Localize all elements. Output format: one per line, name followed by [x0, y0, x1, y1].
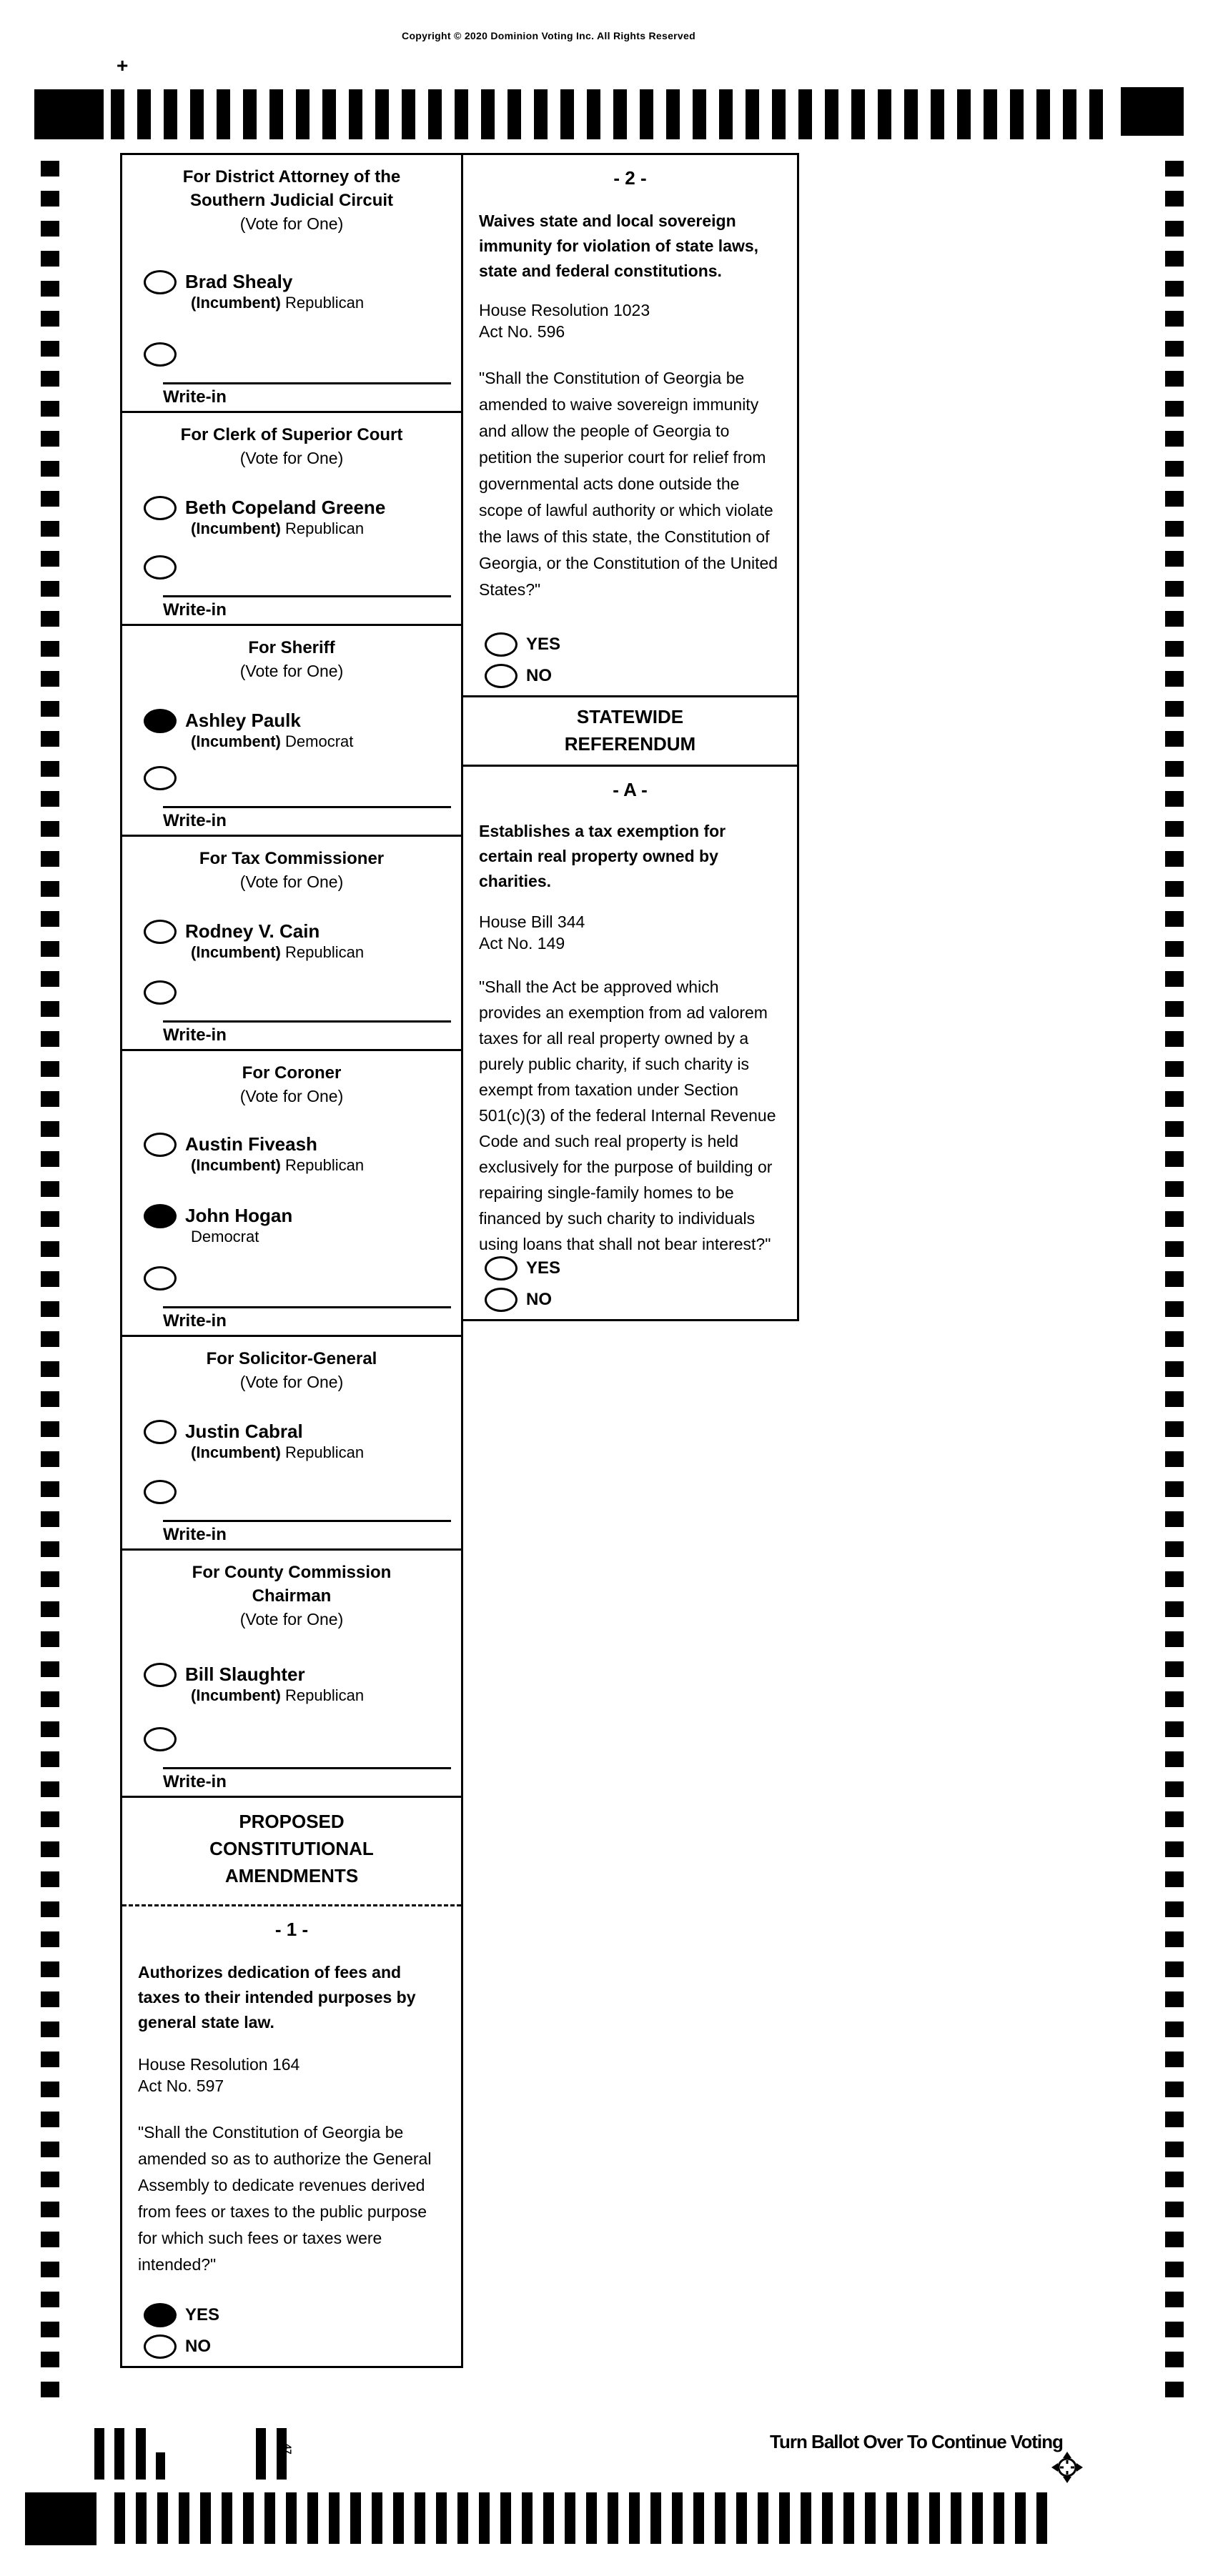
- choice-yes-row: [463, 1256, 560, 1280]
- candidate-party: [185, 293, 461, 313]
- amendments-header-line: PROPOSED: [239, 1811, 345, 1832]
- timing-mark-top-right-block: [1121, 87, 1184, 136]
- contest-clerk-superior-court: [122, 413, 461, 626]
- contest-coroner: [122, 1051, 461, 1337]
- no-label: NO: [526, 1290, 552, 1309]
- measure-summary: Authorizes dedication of fees and taxes to their intended purposes by general state law.: [138, 1963, 416, 2032]
- write-in-oval[interactable]: [144, 555, 177, 580]
- write-in-area[interactable]: [163, 1767, 451, 1793]
- candidate-name: Ashley Paulk: [185, 710, 301, 731]
- vote-oval[interactable]: [144, 270, 177, 294]
- timing-marks-left-column: [41, 161, 59, 2397]
- contest-title-line: For Coroner: [242, 1063, 342, 1083]
- party-label: Republican: [285, 943, 365, 961]
- incumbent-label: (Incumbent): [191, 732, 281, 750]
- candidate-party: [185, 519, 461, 539]
- candidate-party: [185, 1443, 461, 1463]
- yes-label: YES: [526, 635, 561, 654]
- no-oval[interactable]: [144, 2334, 177, 2359]
- referendum-header-line: REFERENDUM: [564, 733, 696, 755]
- candidate-name: Bill Slaughter: [185, 1664, 305, 1685]
- timing-marks-top-row: [111, 89, 1115, 139]
- write-in-label: Write-in: [163, 811, 227, 830]
- timing-mark-bottom-left-block: [25, 2492, 96, 2545]
- vote-oval[interactable]: [144, 920, 177, 944]
- candidate-party: [185, 943, 461, 963]
- write-in-label: Write-in: [163, 1311, 227, 1331]
- vote-oval[interactable]: [144, 1663, 177, 1687]
- contest-district-attorney: [122, 155, 461, 413]
- candidate-row: [122, 1133, 461, 1175]
- candidate-name: Justin Cabral: [185, 1421, 303, 1442]
- write-in-oval[interactable]: [144, 980, 177, 1005]
- contest-solicitor-general: [122, 1337, 461, 1551]
- contest-title: [122, 1337, 461, 1371]
- write-in-area[interactable]: [163, 806, 451, 832]
- amendments-header-text: [122, 1798, 461, 1889]
- party-label: Republican: [285, 1156, 365, 1174]
- candidate-row: [122, 920, 461, 963]
- timing-mark-top-left-block: [34, 89, 104, 139]
- candidate-row: [122, 709, 461, 752]
- contest-title: [122, 626, 461, 660]
- yes-oval[interactable]: [485, 632, 518, 657]
- candidate-name: Austin Fiveash: [185, 1133, 317, 1155]
- measure-bill: House Resolution 164: [138, 2055, 300, 2074]
- measure-amendment-1: [122, 1906, 461, 2366]
- measure-summary: Establishes a tax exemption for certain real property owned by charities.: [479, 822, 726, 890]
- party-label: Republican: [285, 294, 365, 312]
- candidate-name: John Hogan: [185, 1205, 293, 1226]
- timing-marks-bottom-row: [114, 2492, 1048, 2544]
- stub-barcode-bar: [156, 2452, 165, 2480]
- party-label: Republican: [285, 519, 365, 537]
- party-label: Republican: [285, 1686, 365, 1704]
- amendments-section-header: [122, 1798, 461, 1906]
- vote-for-instruction: (Vote for One): [239, 1610, 344, 1628]
- candidate-name: Brad Shealy: [185, 271, 293, 292]
- yes-oval[interactable]: [144, 2303, 177, 2327]
- candidate-row: [122, 270, 461, 313]
- measure-act: Act No. 597: [138, 2077, 224, 2095]
- incumbent-label: (Incumbent): [191, 1686, 281, 1704]
- contest-title-line: For County Commission: [192, 1563, 392, 1582]
- candidate-row: [122, 1204, 461, 1247]
- vote-oval[interactable]: [144, 1204, 177, 1228]
- stub-number: 47: [282, 2444, 294, 2455]
- choice-yes-row: [463, 632, 560, 657]
- copyright-text: Copyright © 2020 Dominion Voting Inc. All Rights Reserved: [402, 30, 695, 41]
- vote-oval[interactable]: [144, 709, 177, 733]
- contest-title-line: For Solicitor-General: [206, 1349, 377, 1368]
- candidate-row: [122, 1420, 461, 1463]
- choice-yes-row: [122, 2303, 219, 2327]
- candidate-name: Beth Copeland Greene: [185, 497, 386, 518]
- write-in-area[interactable]: [163, 1306, 451, 1332]
- contest-title: [122, 1551, 461, 1608]
- incumbent-label: (Incumbent): [191, 1156, 281, 1174]
- stub-barcode-bar: [94, 2428, 104, 2480]
- amendments-header-line: CONSTITUTIONAL: [209, 1838, 374, 1859]
- contest-title: [122, 155, 461, 212]
- timing-marks-right-column: [1165, 161, 1184, 2397]
- write-in-oval[interactable]: [144, 342, 177, 367]
- measure-act: Act No. 596: [479, 322, 565, 341]
- candidate-party: [185, 1227, 461, 1247]
- measure-amendment-2: [463, 155, 797, 697]
- write-in-area[interactable]: [163, 382, 451, 408]
- measure-act: Act No. 149: [479, 934, 565, 953]
- measure-bill: House Resolution 1023: [479, 301, 650, 319]
- right-ballot-column: [461, 153, 799, 1321]
- vote-for-instruction: (Vote for One): [239, 214, 344, 233]
- write-in-label: Write-in: [163, 1772, 227, 1791]
- candidate-name: Rodney V. Cain: [185, 920, 320, 942]
- contest-title-line: Chairman: [252, 1586, 332, 1606]
- contest-title-line: Southern Judicial Circuit: [189, 191, 394, 210]
- contest-title: [122, 413, 461, 447]
- choice-no-row: [463, 664, 552, 688]
- vote-for-instruction: (Vote for One): [239, 1087, 344, 1105]
- write-in-label: Write-in: [163, 1025, 227, 1045]
- stub-barcode-bar: [136, 2428, 146, 2480]
- measure-question: "Shall the Act be approved which provides an exemption from ad valorem taxes for all real property owned by a purely public charity, if such charity is exempt from taxation under Section 501(c)(3) of the federal Internal Revenue Code and such real property is held exclusively for the purpose of building or repairing single-family homes to be financed by such charity to individuals using loans that shall not bear interest?": [479, 978, 776, 1253]
- contest-title-line: For Tax Commissioner: [199, 849, 385, 868]
- measure-bill: House Bill 344: [479, 912, 585, 931]
- party-label: Democrat: [285, 732, 354, 750]
- incumbent-label: (Incumbent): [191, 943, 281, 961]
- contest-county-commission-chairman: [122, 1551, 461, 1798]
- candidate-party: [185, 1686, 461, 1706]
- choice-no-row: [463, 1288, 552, 1312]
- referendum-header-line: STATEWIDE: [576, 706, 684, 727]
- vote-for-instruction: (Vote for One): [239, 1373, 344, 1391]
- write-in-label: Write-in: [163, 387, 227, 407]
- incumbent-label: (Incumbent): [191, 519, 281, 537]
- left-ballot-column: [120, 153, 463, 2368]
- stub-barcode-bar: [256, 2428, 266, 2480]
- party-label: Republican: [285, 1443, 365, 1461]
- candidate-row: [122, 1663, 461, 1706]
- yes-oval[interactable]: [485, 1256, 518, 1280]
- measure-number: - 2 -: [613, 167, 647, 189]
- measure-question: "Shall the Constitution of Georgia be amended so as to authorize the General Assembly to dedicate revenues derived from fees or taxes to the public purpose for which such fees or taxes were intended?": [138, 2123, 432, 2274]
- write-in-label: Write-in: [163, 1525, 227, 1544]
- turn-ballot-over-text: Turn Ballot Over To Continue Voting: [770, 2431, 1063, 2452]
- no-label: NO: [526, 666, 552, 685]
- contest-title-line: For District Attorney of the: [182, 167, 401, 187]
- candidate-party: [185, 1155, 461, 1175]
- no-oval[interactable]: [485, 664, 518, 688]
- vote-oval[interactable]: [144, 1133, 177, 1157]
- registration-plus-mark: +: [117, 54, 129, 76]
- contest-tax-commissioner: [122, 837, 461, 1051]
- vote-for-instruction: (Vote for One): [239, 449, 344, 467]
- contest-title: [122, 837, 461, 870]
- vote-oval[interactable]: [144, 496, 177, 520]
- write-in-area[interactable]: [163, 595, 451, 621]
- write-in-oval[interactable]: [144, 1480, 177, 1504]
- incumbent-label: (Incumbent): [191, 1443, 281, 1461]
- stub-barcode-bar: [114, 2428, 124, 2480]
- amendments-header-line: AMENDMENTS: [224, 1865, 359, 1886]
- measure-number: - A -: [613, 779, 648, 800]
- vote-oval[interactable]: [144, 1420, 177, 1444]
- candidate-party: [185, 732, 461, 752]
- measure-summary: Waives state and local sovereign immunity for violation of state laws, state and federal constitutions.: [479, 212, 759, 280]
- write-in-oval[interactable]: [144, 1727, 177, 1751]
- measure-question: "Shall the Constitution of Georgia be amended to waive sovereign immunity and allow the people of Georgia to petition the superior court for relief from governmental acts done outside the scope of lawful authority or which violate the laws of this state, the Constitution of Georgia, or the Constitution of the United States?": [479, 369, 778, 599]
- party-label: Democrat: [191, 1228, 259, 1245]
- write-in-label: Write-in: [163, 600, 227, 620]
- candidate-row: [122, 496, 461, 539]
- referendum-section-header: [463, 697, 797, 767]
- write-in-area[interactable]: [163, 1020, 451, 1046]
- vote-for-instruction: (Vote for One): [239, 662, 344, 680]
- measure-referendum-a: [463, 767, 797, 1319]
- contest-sheriff: [122, 626, 461, 837]
- referendum-header-text: [463, 697, 797, 757]
- yes-label: YES: [185, 2305, 220, 2324]
- vote-for-instruction: (Vote for One): [239, 872, 344, 891]
- write-in-oval[interactable]: [144, 1266, 177, 1291]
- choice-no-row: [122, 2334, 211, 2359]
- contest-title: [122, 1051, 461, 1085]
- no-label: NO: [185, 2337, 211, 2356]
- contest-title-line: For Clerk of Superior Court: [180, 425, 403, 444]
- measure-number: - 1 -: [274, 1919, 309, 1940]
- contest-title-line: For Sheriff: [248, 638, 335, 657]
- crosshair-registration-icon: [1051, 2451, 1084, 2484]
- no-oval[interactable]: [485, 1288, 518, 1312]
- incumbent-label: (Incumbent): [191, 294, 281, 312]
- write-in-oval[interactable]: [144, 766, 177, 790]
- yes-label: YES: [526, 1258, 561, 1278]
- write-in-area[interactable]: [163, 1520, 451, 1546]
